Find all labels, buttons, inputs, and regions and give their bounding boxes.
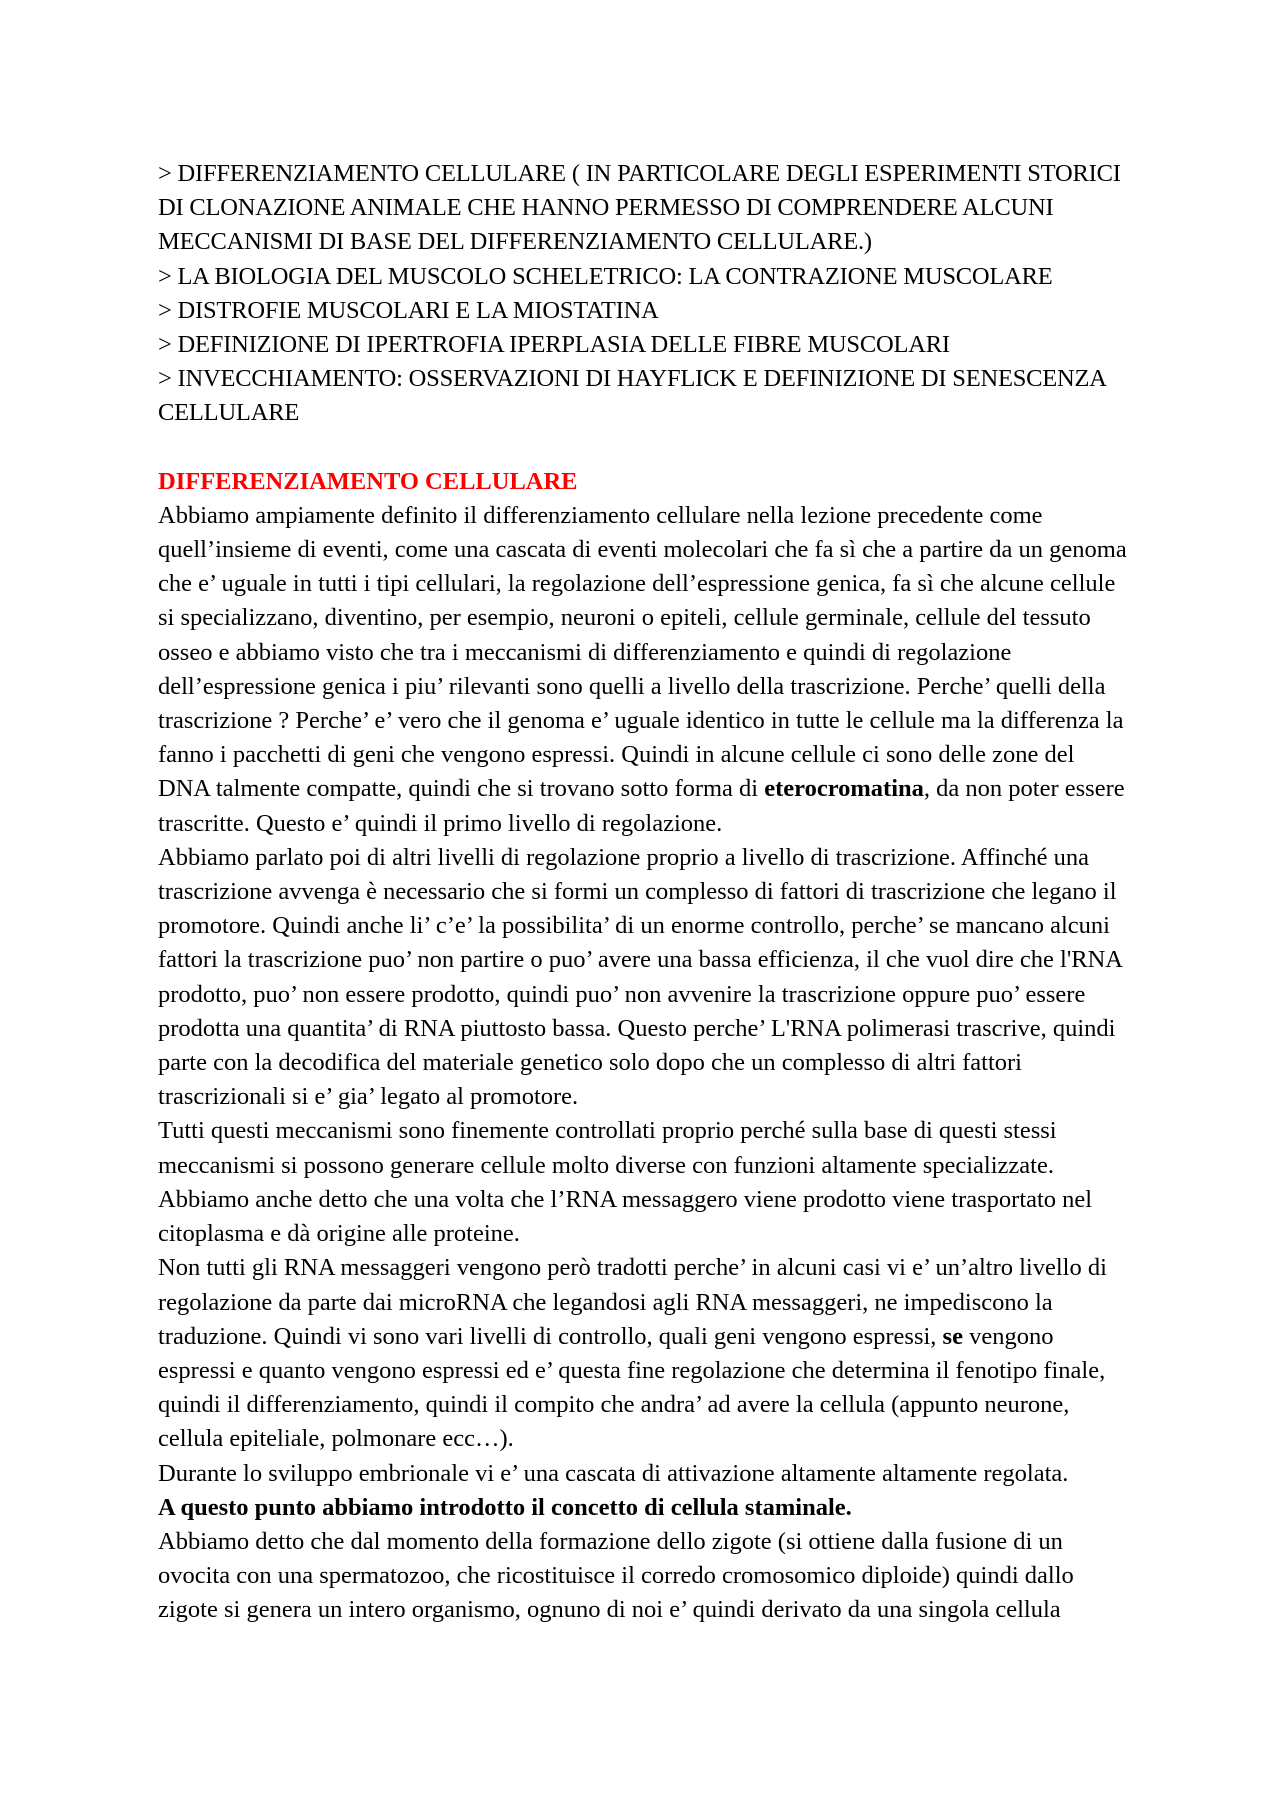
paragraph: Tutti questi meccanismi sono finemente controllati proprio perché sulla base di questi stessi meccanismi si possono generare cellule molto diverse con funzioni altamente specializzate. — [158, 1117, 1057, 1179]
bold-paragraph: A questo punto abbiamo introdotto il concetto di cellula staminale. — [158, 1493, 852, 1521]
topic-item: > INVECCHIAMENTO: OSSERVAZIONI DI HAYFLICK E DEFINIZIONE DI SENESCENZA CELLULARE — [158, 365, 1106, 427]
bold-term: se — [942, 1322, 963, 1350]
paragraph — [158, 1251, 1128, 1456]
spacer — [158, 431, 1128, 465]
topic-item: > LA BIOLOGIA DEL MUSCOLO SCHELETRICO: LA CONTRAZIONE MUSCOLARE — [158, 262, 1053, 290]
paragraph — [158, 499, 1128, 841]
section-heading: DIFFERENZIAMENTO CELLULARE — [158, 467, 578, 495]
paragraph: Abbiamo parlato poi di altri livelli di regolazione proprio a livello di trascrizione. Affinché una trascrizione avvenga è necessario che si formi un complesso di fattori di trascrizione che legano il promotore. Quindi anche li’ c’e’ la possibilita’ di un enorme controllo, perche’ se mancano alcuni fattori la trascrizione puo’ non partire o puo’ avere una bassa efficienza, il che vuol dire che l'RNA prodotto, puo’ non essere prodotto, quindi puo’ non avvenire la trascrizione oppure puo’ essere prodotta una quantita’ di RNA piuttosto bassa. Questo perche’ L'RNA polimerasi trascrive, quindi parte con la decodifica del materiale genetico solo dopo che un complesso di altri fattori trascrizionali si e’ gia’ legato al promotore. — [158, 843, 1122, 1111]
paragraph: Abbiamo anche detto che una volta che l’RNA messaggero viene prodotto viene trasportato nel citoplasma e dà origine alle proteine. — [158, 1185, 1093, 1248]
paragraph-text: Non tutti gli RNA messaggeri vengono però tradotti perche’ in alcuni casi vi e’ un’altro livello di regolazione da parte dai microRNA che legandosi agli RNA messaggeri, ne impediscono la traduzione. Quindi vi sono vari livelli di controllo, quali geni vengono espressi, — [158, 1254, 1107, 1350]
paragraph-text: vengono espressi e quanto vengono espressi ed e’ questa fine regolazione che determina il fenotipo finale, quindi il differenziamento, quindi il compito che andra’ ad avere la cellula (appunto neurone, cellula epiteliale, polmonare ecc…). — [158, 1322, 1106, 1453]
paragraph: Abbiamo detto che dal momento della formazione dello zigote (si ottiene dalla fusione di un ovocita con una spermatozoo, che ricostituisce il corredo cromosomico diploide) quindi dallo zigote si genera un intero organismo, ognuno di noi e’ quindi derivato da una singola cellula — [158, 1527, 1074, 1624]
paragraph-text: Abbiamo ampiamente definito il differenziamento cellulare nella lezione precedente come quell’insieme di eventi, come una cascata di eventi molecolari che fa sì che a partire da un genoma che e’ uguale in tutti i tipi cellulari, la regolazione dell’espressione genica, fa sì che alcune cellule si specializzano, diventino, per esempio, neuroni o epiteli, cellule germinale, cellule del tessuto osseo e abbiamo visto che tra i meccanismi di differenziamento e quindi di regolazione dell’espressione genica i piu’ rilevanti sono quelli a livello della trascrizione. Perche’ quelli della trascrizione ? Perche’ e’ vero che il genoma e’ uguale identico in tutte le cellule ma la differenza la fanno i pacchetti di geni che vengono espressi. Quindi in alcune cellule ci sono delle zone del DNA talmente compatte, quindi che si trovano sotto forma di — [158, 501, 1127, 803]
paragraph-text: , da non poter essere trascritte. Questo e’ quindi il primo livello di regolazione. — [158, 775, 1125, 837]
topics-list — [158, 157, 1128, 431]
topic-item: > DEFINIZIONE DI IPERTROFIA IPERPLASIA DELLE FIBRE MUSCOLARI — [158, 331, 950, 359]
document-page — [158, 157, 1128, 1628]
topic-item: > DISTROFIE MUSCOLARI E LA MIOSTATINA — [158, 296, 659, 324]
paragraph: Durante lo sviluppo embrionale vi e’ una cascata di attivazione altamente altamente regolata. — [158, 1459, 1069, 1487]
topic-item: > DIFFERENZIAMENTO CELLULARE ( IN PARTICOLARE DEGLI ESPERIMENTI STORICI DI CLONAZIONE ANIMALE CHE HANNO PERMESSO DI COMPRENDERE ALCUNI MECCANISMI DI BASE DEL DIFFERENZIAMENTO CELLULARE.) — [158, 160, 1121, 256]
bold-term: eterocromatina — [764, 775, 924, 803]
